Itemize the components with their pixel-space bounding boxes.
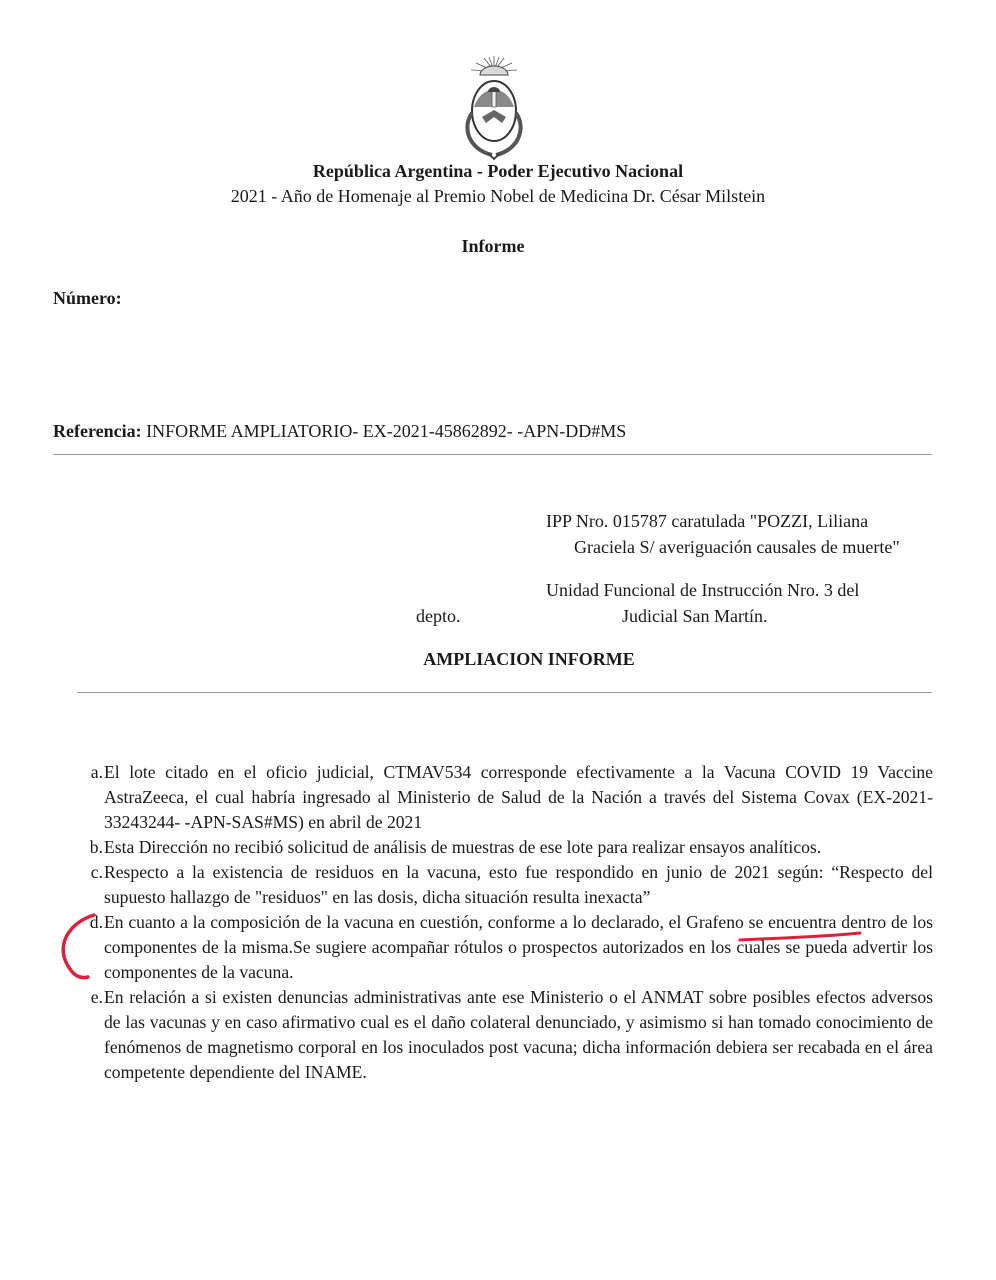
list-item — [80, 760, 933, 835]
section-title: AMPLIACION INFORME — [423, 649, 635, 669]
list-item — [80, 835, 933, 860]
item-label: b. — [89, 837, 103, 857]
list-item — [80, 985, 933, 1085]
item-label: e. — [90, 987, 103, 1007]
year-motto: 2021 - Año de Homenaje al Premio Nobel de Medicina Dr. César Milstein — [230, 186, 766, 206]
document-type: Informe — [461, 236, 525, 256]
case-line-4-right: Judicial San Martín. — [622, 606, 768, 626]
coat-of-arms-icon — [458, 55, 530, 163]
referencia-value: INFORME AMPLIATORIO- EX-2021-45862892- -APN-DD#MS — [146, 421, 627, 441]
case-line-3: Unidad Funcional de Instrucción Nro. 3 del — [546, 580, 860, 600]
findings-list — [80, 760, 933, 1085]
referencia-label: Referencia: — [53, 421, 142, 441]
divider — [53, 454, 932, 455]
item-text: En cuanto a la composición de la vacuna en cuestión, conforme a lo declarado, el Grafeno se encuentra dentro de los componentes de la misma.Se sugiere acompañar rótulos o prospectos autorizados en los cuales se pueda advertir los componentes de la vacuna. — [104, 912, 933, 982]
item-text: Esta Dirección no recibió solicitud de análisis de muestras de ese lote para realizar ensayos analíticos. — [104, 837, 822, 857]
case-line-4-left: depto. — [416, 606, 461, 626]
numero-label: Número: — [53, 288, 122, 308]
item-text: En relación a si existen denuncias administrativas ante ese Ministerio o el ANMAT sobre posibles efectos adversos de las vacunas y en caso afirmativo cual es el daño colateral denunciado, y asimismo si han tomado conocimiento de fenómenos de magnetismo corporal en los inoculados post vacuna; dicha información debiera ser recabada en el área competente dependiente del INAME. — [104, 987, 933, 1082]
item-label: c. — [90, 862, 103, 882]
item-text: Respecto a la existencia de residuos en la vacuna, esto fue respondido en junio de 2021 según: “Respecto del supuesto hallazgo de "residuos" en las dosis, dicha situación resulta inexacta” — [104, 862, 933, 907]
case-line-1: IPP Nro. 015787 caratulada "POZZI, Liliana — [546, 511, 869, 531]
item-text: El lote citado en el oficio judicial, CTMAV534 corresponde efectivamente a la Vacuna COVID 19 Vaccine AstraZeeca, el cual habría ingresado al Ministerio de Salud de la Nación a través del Sistema Covax (EX-2021-33243244- -APN-SAS#MS) en abril de 2021 — [104, 762, 933, 832]
list-item — [80, 910, 933, 985]
divider — [77, 692, 932, 693]
item-label: d. — [89, 912, 103, 932]
referencia — [53, 421, 626, 442]
list-item — [80, 860, 933, 910]
issuer-title: República Argentina - Poder Ejecutivo Nacional — [312, 161, 684, 181]
item-label: a. — [90, 762, 103, 782]
case-line-2: Graciela S/ averiguación causales de muerte" — [574, 537, 900, 557]
